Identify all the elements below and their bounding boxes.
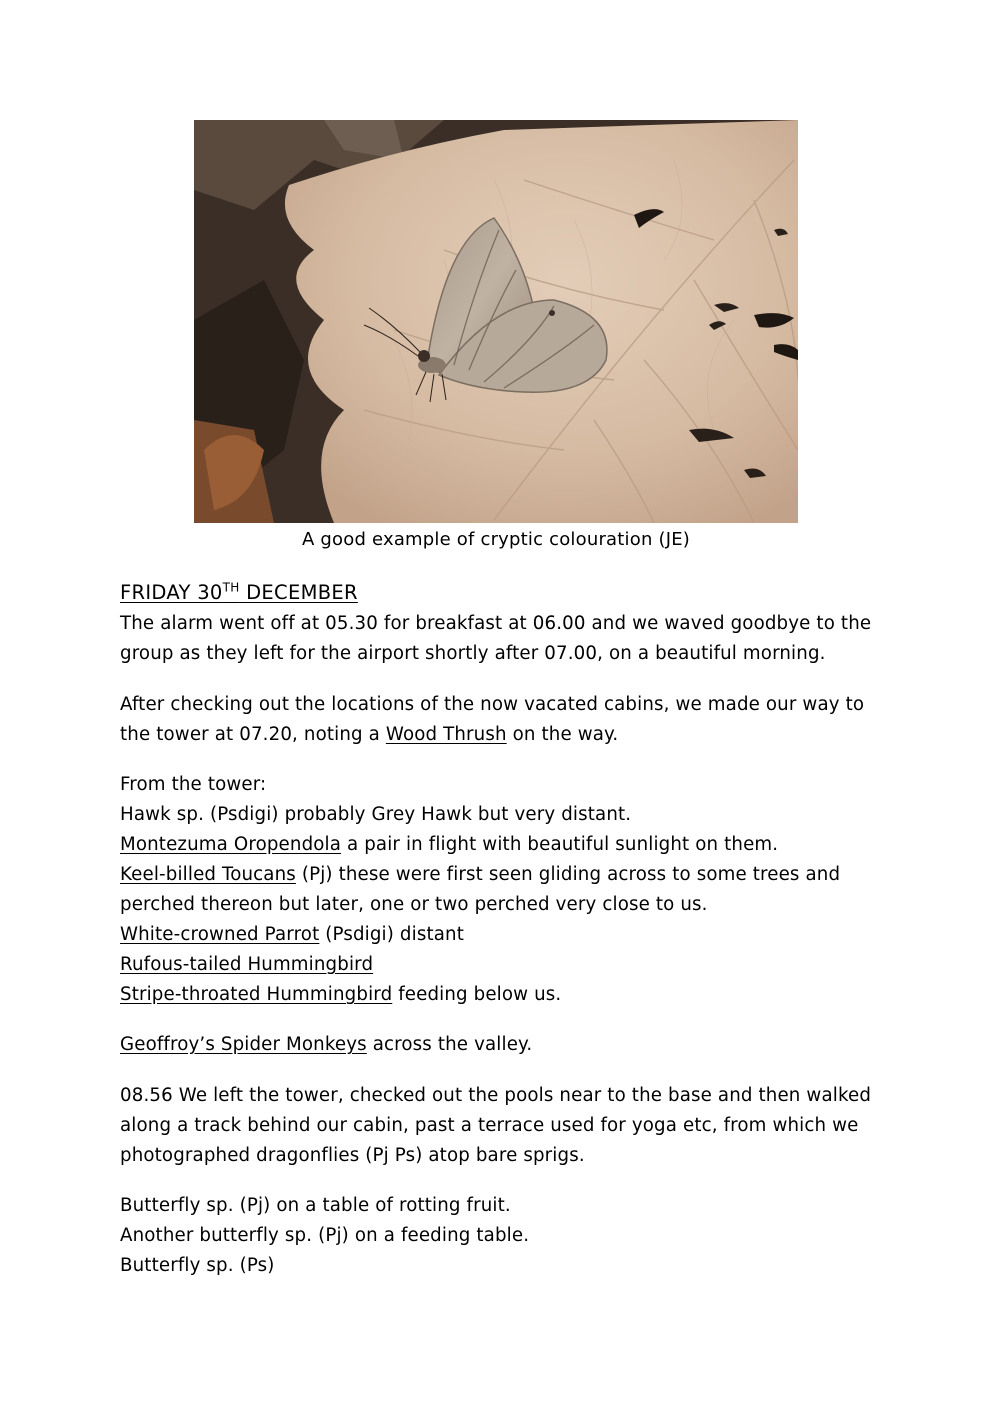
text-line: After checking out the locations of the now vacated cabins, we made our way to [120,694,865,715]
species-toucans: Keel-billed Toucans [120,864,296,885]
text-line: Keel-billed Toucans (Pj) these were first seen gliding across to some trees and [120,864,841,885]
text-line: Butterfly sp. (Pj) on a table of rotting fruit. [120,1195,511,1216]
photo-caption: A good example of cryptic colouration (JE) [301,529,691,550]
text-line: White-crowned Parrot (Psdigi) distant [120,924,464,945]
paragraph-monkeys [120,1030,880,1060]
text-line: photographed dragonflies (Pj Ps) atop bare sprigs. [120,1145,585,1166]
paragraph-butterflies [120,1191,880,1281]
text-line: 08.56 We left the tower, checked out the pools near to the base and then walked [120,1085,872,1106]
text-line: Another butterfly sp. (Pj) on a feeding table. [120,1225,530,1246]
text-line: Stripe-throated Hummingbird feeding below us. [120,984,562,1005]
species-rufous-hummingbird: Rufous-tailed Hummingbird [120,954,374,975]
species-stripe-hummingbird: Stripe-throated Hummingbird [120,984,393,1005]
butterfly-photo [194,120,798,523]
paragraph-alarm [120,609,880,669]
text-line: Hawk sp. (Psdigi) probably Grey Hawk but very distant. [120,804,632,825]
text-line: Montezuma Oropendola a pair in flight with beautiful sunlight on them. [120,834,779,855]
text-line [120,950,880,980]
species-spider-monkeys: Geoffroy’s Spider Monkeys [120,1034,367,1055]
paragraph-tower [120,770,880,1010]
paragraph-walk [120,1081,880,1171]
text-line: the tower at 07.20, noting a Wood Thrush on the way. [120,724,619,745]
section-heading: FRIDAY 30TH DECEMBER [120,580,358,604]
text-line: Geoffroy’s Spider Monkeys across the valley. [120,1034,533,1055]
paragraph-cabins [120,690,880,750]
species-parrot: White-crowned Parrot [120,924,320,945]
text-line: From the tower: [120,774,267,795]
text-line: along a track behind our cabin, past a terrace used for yoga etc, from which we [120,1115,859,1136]
text-line: perched thereon but later, one or two perched very close to us. [120,894,708,915]
species-wood-thrush: Wood Thrush [385,724,507,745]
species-oropendola: Montezuma Oropendola [120,834,342,855]
text-line: Butterfly sp. (Ps) [120,1255,275,1276]
text-line: The alarm went off at 05.30 for breakfast at 06.00 and we waved goodbye to the [120,613,872,634]
text-line: group as they left for the airport shortly after 07.00, on a beautiful morning. [120,643,826,664]
